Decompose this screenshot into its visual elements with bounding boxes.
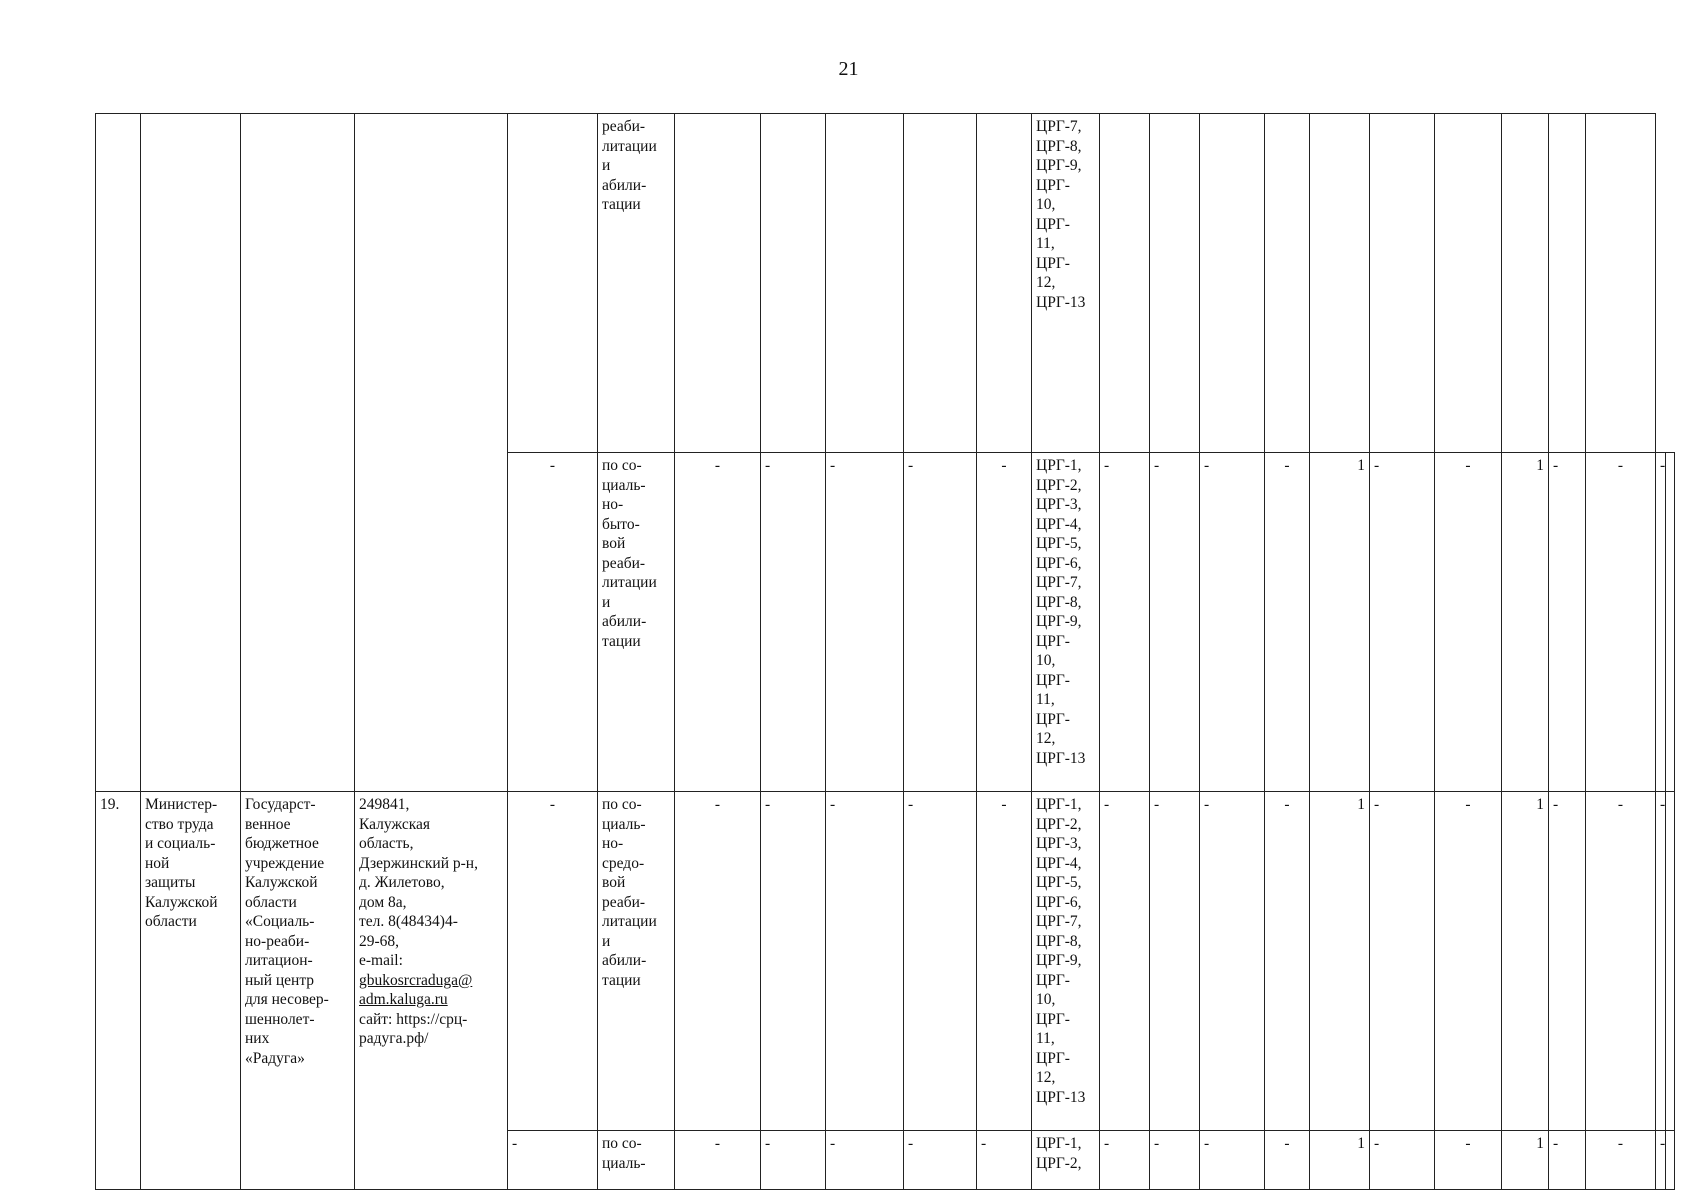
cell bbox=[1100, 114, 1150, 453]
cell-dash: - bbox=[1150, 453, 1200, 792]
cell-dash: - bbox=[675, 453, 761, 792]
cell bbox=[1200, 114, 1265, 453]
cell-dash: - bbox=[1656, 792, 1666, 1131]
cell-dash: - bbox=[1265, 1131, 1310, 1190]
cell bbox=[761, 114, 826, 453]
cell-rehab-type: по со- циаль- но- быто- вой реаби- литации и абили- тации bbox=[598, 453, 675, 792]
cell-target-groups: ЦРГ-7, ЦРГ-8, ЦРГ-9, ЦРГ- 10, ЦРГ- 11, ЦРГ- 12, ЦРГ-13 bbox=[1032, 114, 1100, 453]
cell-dash: - bbox=[1435, 1131, 1502, 1190]
cell-dash: - bbox=[761, 792, 826, 1131]
cell-value: 1 bbox=[1310, 453, 1370, 792]
cell bbox=[1150, 114, 1200, 453]
cell-dash: - bbox=[761, 453, 826, 792]
cell bbox=[1265, 114, 1310, 453]
cell-dash: - bbox=[1586, 453, 1656, 792]
site-text: сайт: https://срц- радуга.рф/ bbox=[359, 1010, 468, 1047]
email-link[interactable]: gbukosrcraduga@ adm.kaluga.ru bbox=[359, 971, 473, 1008]
cell-dash: - bbox=[826, 1131, 904, 1190]
cell-dash: - bbox=[675, 792, 761, 1131]
cell-dash: - bbox=[1370, 792, 1435, 1131]
cell bbox=[1502, 114, 1549, 453]
cell-dash: - bbox=[826, 792, 904, 1131]
cell-value: 1 bbox=[1502, 792, 1549, 1131]
cell-dash: - bbox=[1265, 453, 1310, 792]
cell bbox=[1435, 114, 1502, 453]
cell-dash: - bbox=[1370, 453, 1435, 792]
cell-target-groups: ЦРГ-1, ЦРГ-2, bbox=[1032, 1131, 1100, 1190]
cell bbox=[508, 114, 598, 453]
cell-dash: - bbox=[1435, 792, 1502, 1131]
cell-rehab-type: по со- циаль- но- средо- вой реаби- литации и абили- тации bbox=[598, 792, 675, 1131]
cell bbox=[1665, 792, 1675, 1131]
cell bbox=[904, 114, 977, 453]
cell-dash: - bbox=[1656, 1131, 1666, 1190]
cell-target-groups: ЦРГ-1, ЦРГ-2, ЦРГ-3, ЦРГ-4, ЦРГ-5, ЦРГ-6, ЦРГ-7, ЦРГ-8, ЦРГ-9, ЦРГ- 10, ЦРГ- 11, ЦРГ- 12, ЦРГ-13 bbox=[1032, 453, 1100, 792]
cell-value: 1 bbox=[1502, 453, 1549, 792]
cell-target-groups: ЦРГ-1, ЦРГ-2, ЦРГ-3, ЦРГ-4, ЦРГ-5, ЦРГ-6, ЦРГ-7, ЦРГ-8, ЦРГ-9, ЦРГ- 10, ЦРГ- 11, ЦРГ- 12, ЦРГ-13 bbox=[1032, 792, 1100, 1131]
cell-dash: - bbox=[761, 1131, 826, 1190]
cell-dash: - bbox=[977, 1131, 1032, 1190]
cell bbox=[1665, 1131, 1675, 1190]
cell-dash: - bbox=[1100, 453, 1150, 792]
cell-dash: - bbox=[826, 453, 904, 792]
cell-dash: - bbox=[1100, 792, 1150, 1131]
cell-dash: - bbox=[1549, 1131, 1586, 1190]
cell-dash: - bbox=[1150, 1131, 1200, 1190]
cell-dash: - bbox=[508, 453, 598, 792]
cell-address bbox=[355, 792, 508, 1190]
cell-dash: - bbox=[508, 792, 598, 1131]
cell-address bbox=[355, 114, 508, 792]
cell-dash: - bbox=[1370, 1131, 1435, 1190]
cell-dash: - bbox=[977, 453, 1032, 792]
cell bbox=[1310, 114, 1370, 453]
cell-dash: - bbox=[1150, 792, 1200, 1131]
table-row bbox=[96, 792, 1675, 1131]
cell-dash: - bbox=[1100, 1131, 1150, 1190]
cell-ministry: Министер- ство труда и социаль- ной защиты Калужской области bbox=[141, 792, 241, 1190]
register-table bbox=[95, 113, 1675, 1190]
cell-dash: - bbox=[1200, 453, 1265, 792]
page-number: 21 bbox=[838, 58, 859, 80]
cell-value: 1 bbox=[1310, 1131, 1370, 1190]
cell-dash: - bbox=[1586, 1131, 1656, 1190]
cell-dash: - bbox=[1586, 792, 1656, 1131]
cell bbox=[1586, 114, 1656, 453]
cell-rehab-type: по со- циаль- bbox=[598, 1131, 675, 1190]
cell-ministry bbox=[141, 114, 241, 792]
table-row bbox=[96, 114, 1675, 453]
cell-dash: - bbox=[904, 453, 977, 792]
cell-dash: - bbox=[904, 792, 977, 1131]
cell-rehab-type: реаби- литации и абили- тации bbox=[598, 114, 675, 453]
cell-dash: - bbox=[904, 1131, 977, 1190]
cell-dash: - bbox=[1200, 1131, 1265, 1190]
cell-dash: - bbox=[1656, 453, 1666, 792]
cell-institution: Государст- венное бюджетное учреждение Калужской области «Социаль- но-реаби- литацион- ный центр для несовер- шеннолет- них «Радуга» bbox=[241, 792, 355, 1190]
cell-number bbox=[96, 114, 141, 792]
cell-dash: - bbox=[1200, 792, 1265, 1131]
cell bbox=[977, 114, 1032, 453]
cell-dash: - bbox=[1435, 453, 1502, 792]
cell bbox=[1370, 114, 1435, 453]
cell-dash: - bbox=[1549, 792, 1586, 1131]
cell-dash: - bbox=[1265, 792, 1310, 1131]
cell bbox=[675, 114, 761, 453]
cell-institution bbox=[241, 114, 355, 792]
cell-number: 19. bbox=[96, 792, 141, 1190]
cell-dash: - bbox=[508, 1131, 598, 1190]
cell bbox=[826, 114, 904, 453]
cell-value: 1 bbox=[1502, 1131, 1549, 1190]
cell bbox=[1549, 114, 1586, 453]
address-text: 249841, Калужская область, Дзержинский р-н, д. Жилетово, дом 8а, тел. 8(48434)4- 29-68, e-mail: bbox=[359, 796, 478, 969]
cell-dash: - bbox=[1549, 453, 1586, 792]
cell-value: 1 bbox=[1310, 792, 1370, 1131]
cell-dash: - bbox=[675, 1131, 761, 1190]
cell bbox=[1665, 453, 1675, 792]
cell-dash: - bbox=[977, 792, 1032, 1131]
